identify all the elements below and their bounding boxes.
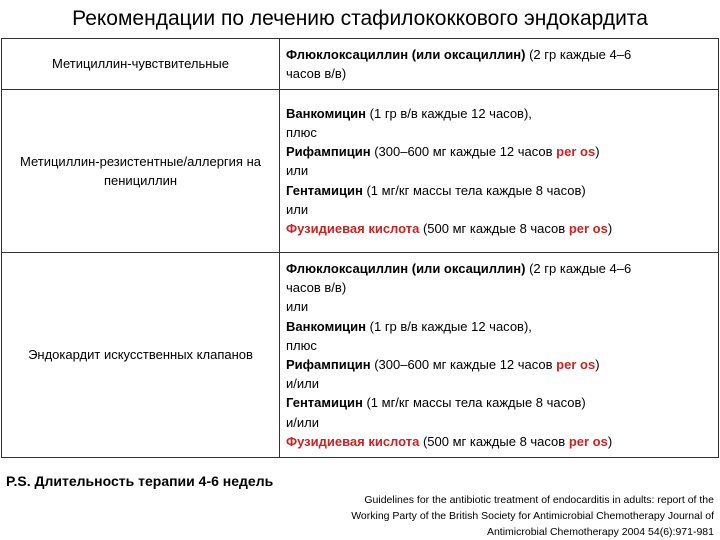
- table-row: [2, 253, 719, 458]
- treatment-cell: Флюклоксациллин (или оксациллин) (2 гр каждые 4–6 часов в/в) или Ванкомицин (1 гр в/в каждые 12 часов), плюс Рифампицин (300–600 мг каждые 12 часов per os) и/или Гентамицин (1 мг/кг массы тела каждые 8 часов) и/или Фузидиевая кислота (500 мг каждые 8 часов per os): [280, 253, 719, 458]
- drug-name: Рифампицин: [286, 357, 371, 372]
- therapy-duration-note: P.S. Длительность терапии 4-6 недель: [6, 473, 274, 489]
- reference-line: Guidelines for the antibiotic treatment of endocarditis in adults: report of the: [364, 494, 714, 506]
- reference-line: Working Party of the British Society for Antimicrobial Chemotherapy Journal of: [351, 510, 714, 522]
- per-os-label: per os: [568, 433, 608, 449]
- drug-name: Фузидиевая кислота: [286, 433, 420, 449]
- drug-name: Фузидиевая кислота: [286, 221, 420, 236]
- table-row: [2, 39, 719, 90]
- per-os-label: per os: [568, 221, 608, 236]
- reference-line: Antimicrobial Chemotherapy 2004 54(6):971-981: [486, 526, 714, 538]
- drug-name: Гентамицин: [286, 395, 363, 411]
- per-os-label: per os: [556, 357, 596, 372]
- table-row: [2, 90, 719, 253]
- patient-group-cell: Метициллин-резистентные/аллергия на пенициллин: [2, 90, 280, 253]
- reference-citation: [254, 492, 714, 540]
- patient-group-cell: Метициллин-чувствительные: [2, 39, 280, 90]
- drug-name: Ванкомицин: [286, 105, 367, 121]
- treatment-cell: Флюклоксациллин (или оксациллин) (2 гр каждые 4–6 часов в/в): [280, 39, 719, 90]
- page-title: Рекомендации по лечению стафилококкового эндокардита: [72, 7, 648, 30]
- drug-name: Рифампицин: [286, 144, 371, 160]
- per-os-label: per os: [556, 144, 596, 160]
- recommendations-table: [1, 38, 719, 458]
- drug-name: Флюклоксациллин (или оксациллин): [286, 260, 526, 276]
- patient-group-cell: Эндокардит искусственных клапанов: [2, 253, 280, 458]
- drug-name: Ванкомицин: [286, 318, 367, 334]
- drug-name: Флюклоксациллин (или оксациллин): [286, 46, 526, 62]
- treatment-cell: Ванкомицин (1 гр в/в каждые 12 часов), плюс Рифампицин (300–600 мг каждые 12 часов per os) или Гентамицин (1 мг/кг массы тела каждые 8 часов) или Фузидиевая кислота (500 мг каждые 8 часов per os): [280, 90, 719, 253]
- drug-name: Гентамицин: [286, 182, 363, 198]
